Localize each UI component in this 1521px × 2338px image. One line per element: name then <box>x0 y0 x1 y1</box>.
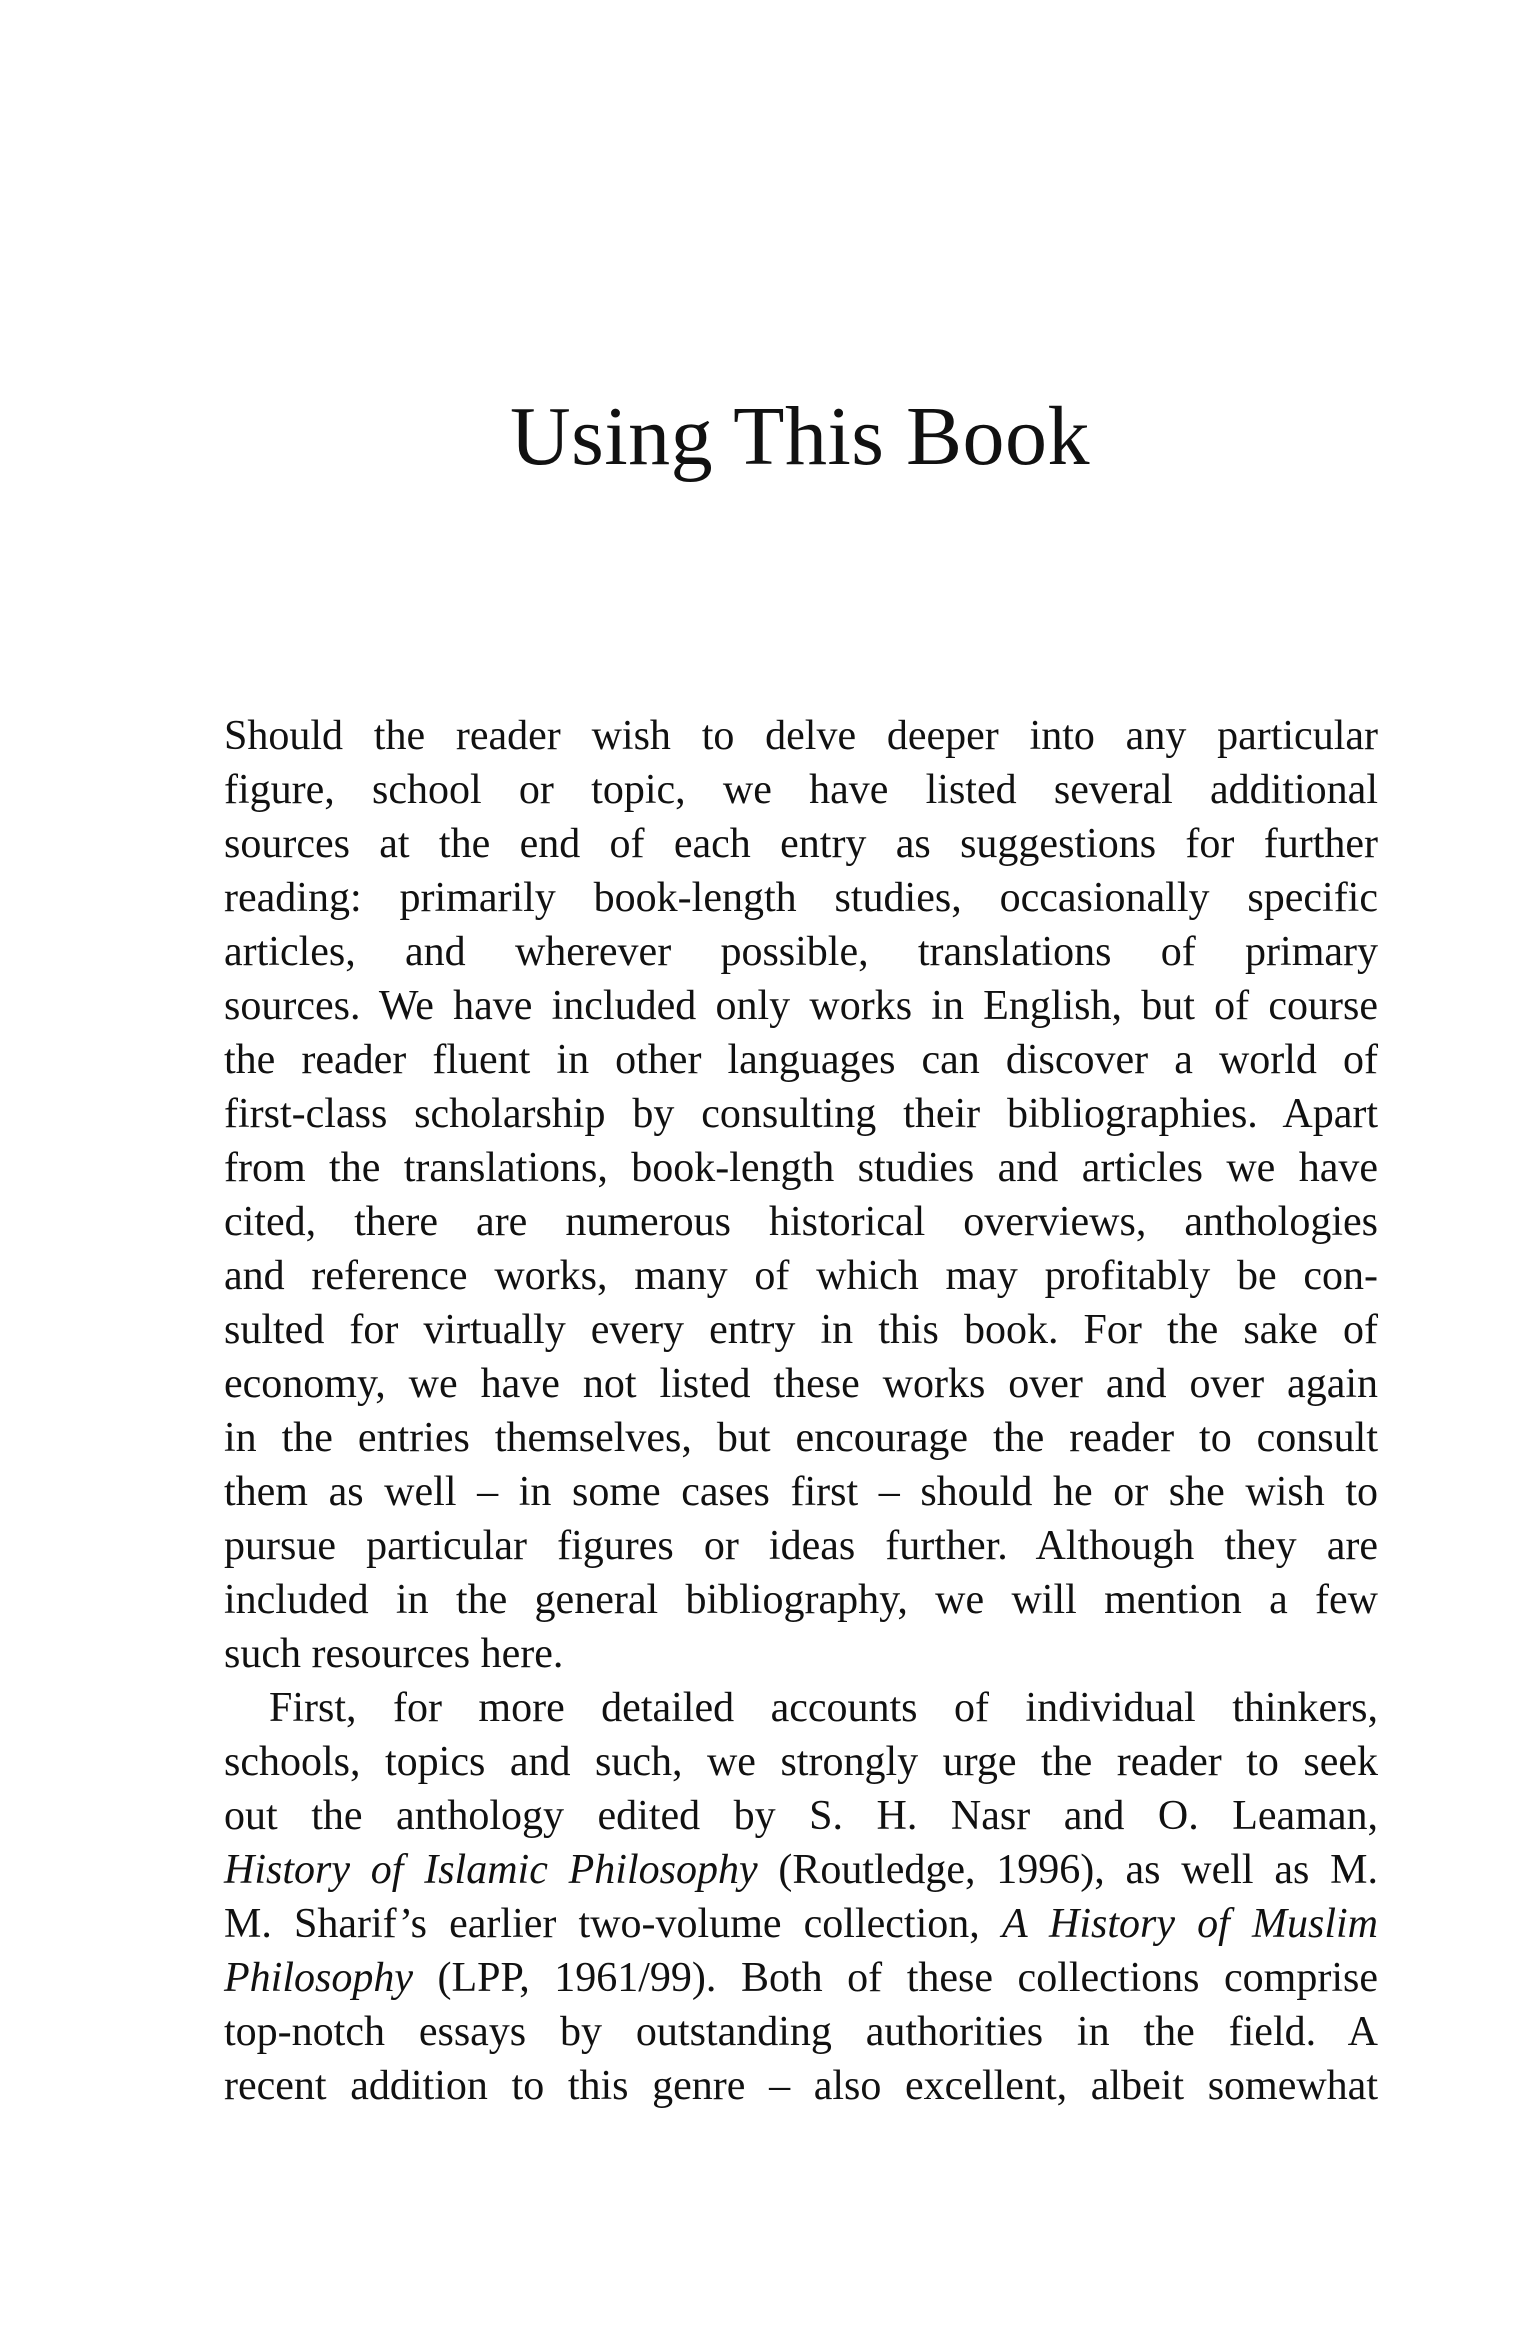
text-segment: (LPP, 1961/99). Both of these collections comprise <box>412 1955 1378 2001</box>
text-line: recent addition to this genre – also excellent, albeit somewhat <box>224 2063 1378 2109</box>
text-line: sources. We have included only works in English, but of course <box>224 983 1378 1029</box>
text-line: reading: primarily book-length studies, occasionally specific <box>224 875 1378 921</box>
text-line-with-italic <box>224 1843 1378 1897</box>
text-line: out the anthology edited by S. H. Nasr and O. Leaman, <box>224 1793 1378 1839</box>
book-title-italic: A History of Muslim <box>1001 1901 1378 1947</box>
book-title-italic: Philosophy <box>224 1955 413 2001</box>
text-line: included in the general bibliography, we will mention a few <box>224 1577 1378 1623</box>
text-line-with-italic <box>224 1897 1378 1951</box>
text-line: figure, school or topic, we have listed several additional <box>224 767 1378 813</box>
text-segment: M. Sharif’s earlier two-volume collection, <box>224 1901 1002 1947</box>
text-line: economy, we have not listed these works over and over again <box>224 1361 1378 1407</box>
text-line: sulted for virtually every entry in this book. For the sake of <box>224 1307 1378 1353</box>
text-line: cited, there are numerous historical overviews, anthologies <box>224 1199 1378 1245</box>
text-line: and reference works, many of which may profitably be con- <box>224 1253 1378 1299</box>
text-line: such resources here. <box>224 1631 564 1677</box>
text-line: articles, and wherever possible, translations of primary <box>224 929 1378 975</box>
paragraph-1 <box>224 709 1378 1681</box>
paragraph-2 <box>224 1681 1378 2113</box>
text-line: them as well – in some cases first – should he or she wish to <box>224 1469 1378 1515</box>
text-segment: (Routledge, 1996), as well as M. <box>757 1847 1378 1893</box>
text-line: schools, topics and such, we strongly urge the reader to seek <box>224 1739 1378 1785</box>
body-text <box>224 709 1378 2113</box>
text-line: from the translations, book-length studies and articles we have <box>224 1145 1378 1191</box>
text-line: sources at the end of each entry as suggestions for further <box>224 821 1378 867</box>
text-line: pursue particular figures or ideas further. Although they are <box>224 1523 1378 1569</box>
text-line: Should the reader wish to delve deeper into any particular <box>224 713 1378 759</box>
text-line: first-class scholarship by consulting their bibliographies. Apart <box>224 1091 1378 1137</box>
text-line-with-italic <box>224 1951 1378 2005</box>
text-line: the reader fluent in other languages can discover a world of <box>224 1037 1378 1083</box>
page-title: Using This Book <box>509 390 1091 483</box>
book-title-italic: History of Islamic Philosophy <box>224 1847 758 1893</box>
text-line: in the entries themselves, but encourage the reader to consult <box>224 1415 1378 1461</box>
text-line: First, for more detailed accounts of individual thinkers, <box>269 1685 1378 1731</box>
text-line: top-notch essays by outstanding authorities in the field. A <box>224 2009 1378 2055</box>
